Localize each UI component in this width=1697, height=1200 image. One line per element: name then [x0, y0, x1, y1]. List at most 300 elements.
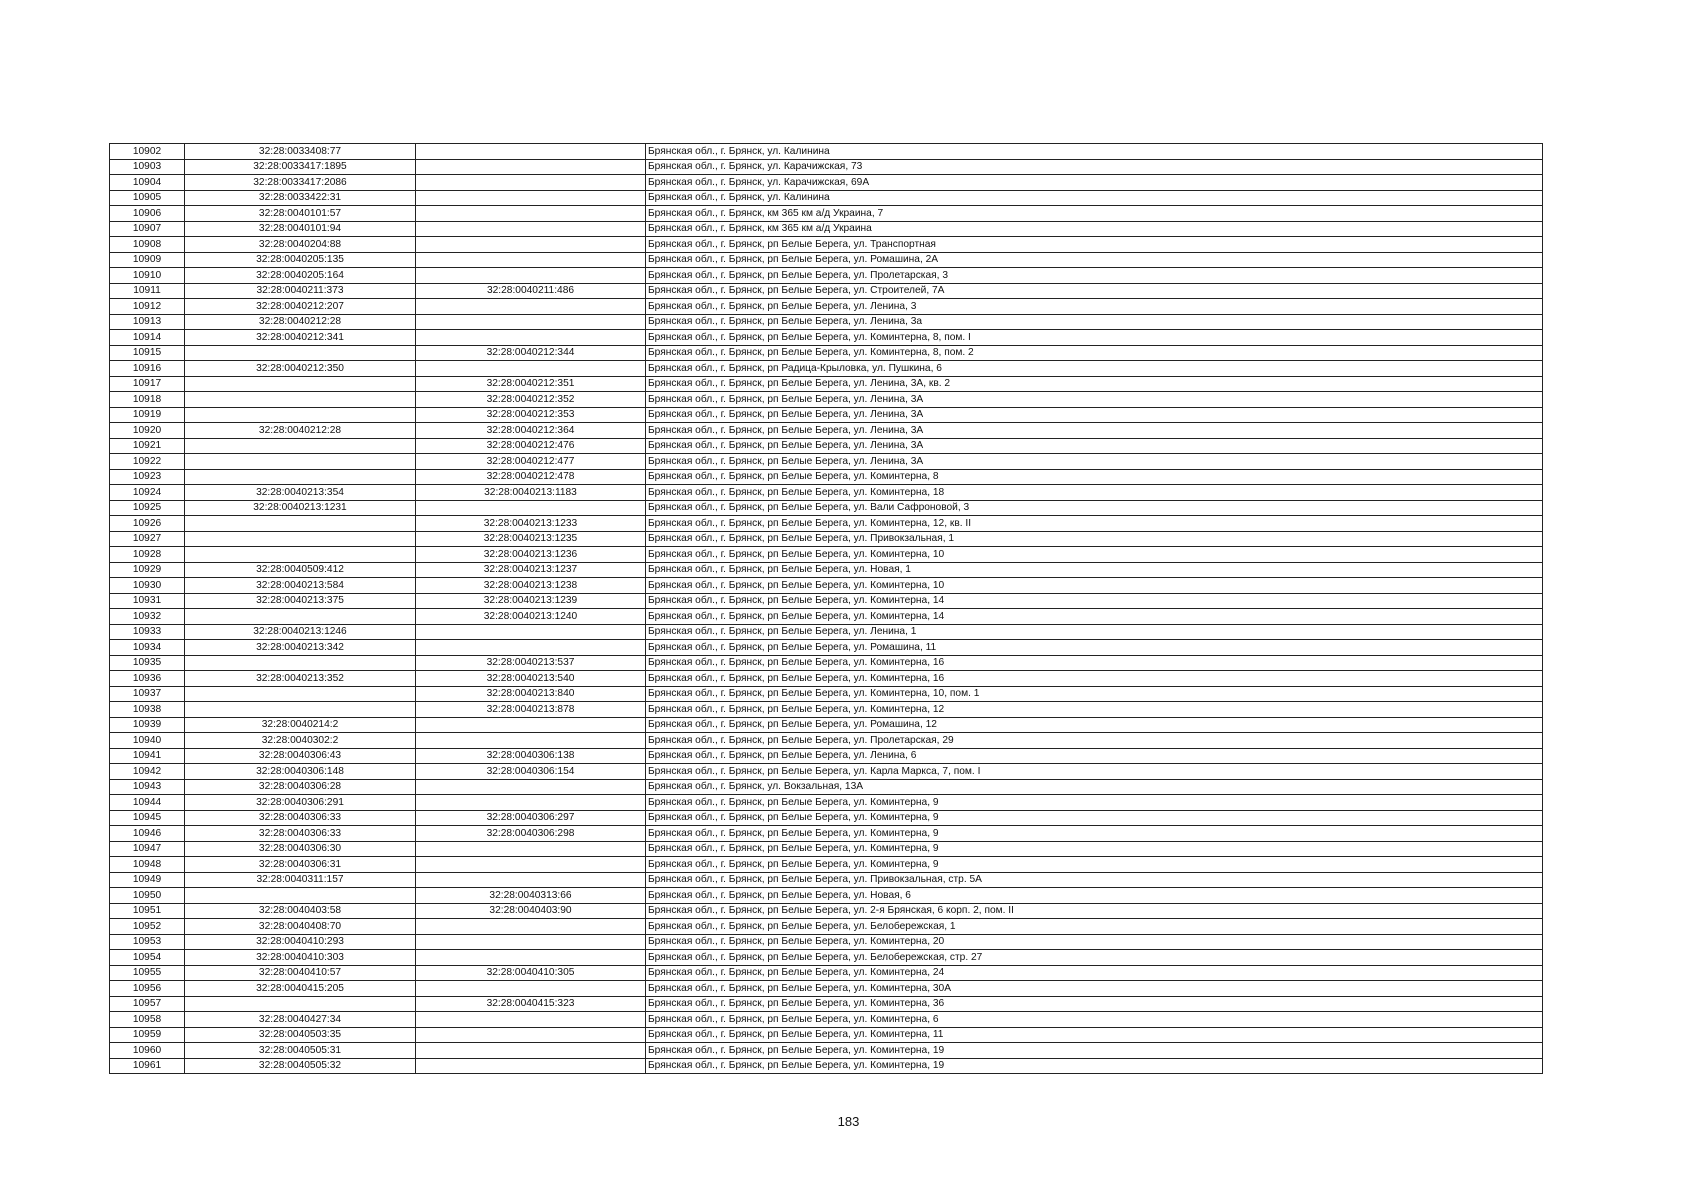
related-cadastral-number-cell [416, 144, 646, 160]
address-cell: Брянская обл., г. Брянск, рп Белые Берега, ул. Карла Маркса, 7, пом. I [646, 764, 1543, 780]
row-number-cell: 10912 [110, 299, 185, 315]
address-cell: Брянская обл., г. Брянск, рп Белые Берега, ул. Коминтерна, 9 [646, 810, 1543, 826]
related-cadastral-number-cell [416, 640, 646, 656]
cadastral-number-cell [185, 376, 416, 392]
related-cadastral-number-cell [416, 779, 646, 795]
table-row [110, 516, 1543, 532]
table-row [110, 1012, 1543, 1028]
row-number-cell: 10905 [110, 190, 185, 206]
related-cadastral-number-cell [416, 268, 646, 284]
cadastral-number-cell: 32:28:0040311:157 [185, 872, 416, 888]
row-number-cell: 10924 [110, 485, 185, 501]
table-row [110, 841, 1543, 857]
address-cell: Брянская обл., г. Брянск, рп Белые Берега, ул. Коминтерна, 6 [646, 1012, 1543, 1028]
row-number-cell: 10949 [110, 872, 185, 888]
table-row [110, 531, 1543, 547]
row-number-cell: 10938 [110, 702, 185, 718]
cadastral-number-cell: 32:28:0040503:35 [185, 1027, 416, 1043]
table-row [110, 454, 1543, 470]
address-cell: Брянская обл., г. Брянск, рп Белые Берега, ул. Ленина, 3А [646, 454, 1543, 470]
row-number-cell: 10916 [110, 361, 185, 377]
table-row [110, 500, 1543, 516]
related-cadastral-number-cell [416, 733, 646, 749]
row-number-cell: 10945 [110, 810, 185, 826]
address-cell: Брянская обл., г. Брянск, ул. Карачижская, 69А [646, 175, 1543, 191]
address-cell: Брянская обл., г. Брянск, рп Белые Берега, ул. Транспортная [646, 237, 1543, 253]
address-cell: Брянская обл., г. Брянск, рп Белые Берега, ул. Ленина, 3А [646, 423, 1543, 439]
cadastral-number-cell: 32:28:0040306:43 [185, 748, 416, 764]
cadastral-number-cell: 32:28:0040415:205 [185, 981, 416, 997]
address-cell: Брянская обл., г. Брянск, рп Радица-Крыловка, ул. Пушкина, 6 [646, 361, 1543, 377]
table-row [110, 686, 1543, 702]
cadastral-number-cell: 32:28:0040213:1231 [185, 500, 416, 516]
related-cadastral-number-cell: 32:28:0040212:477 [416, 454, 646, 470]
address-cell: Брянская обл., г. Брянск, рп Белые Берега, ул. Новая, 1 [646, 562, 1543, 578]
table-row [110, 702, 1543, 718]
address-cell: Брянская обл., г. Брянск, рп Белые Берега, ул. Коминтерна, 9 [646, 841, 1543, 857]
cadastral-number-cell [185, 454, 416, 470]
related-cadastral-number-cell: 32:28:0040213:1237 [416, 562, 646, 578]
cadastral-number-cell [185, 996, 416, 1012]
address-cell: Брянская обл., г. Брянск, рп Белые Берега, ул. Коминтерна, 8 [646, 469, 1543, 485]
address-cell: Брянская обл., г. Брянск, рп Белые Берега, ул. Коминтерна, 16 [646, 655, 1543, 671]
cadastral-number-cell: 32:28:0033417:2086 [185, 175, 416, 191]
address-cell: Брянская обл., г. Брянск, рп Белые Берега, ул. Ленина, 6 [646, 748, 1543, 764]
table-row [110, 593, 1543, 609]
address-cell: Брянская обл., г. Брянск, ул. Вокзальная, 13А [646, 779, 1543, 795]
row-number-cell: 10907 [110, 221, 185, 237]
address-cell: Брянская обл., г. Брянск, км 365 км а/д Украина, 7 [646, 206, 1543, 222]
address-cell: Брянская обл., г. Брянск, рп Белые Берега, ул. Коминтерна, 20 [646, 934, 1543, 950]
table-row [110, 159, 1543, 175]
row-number-cell: 10948 [110, 857, 185, 873]
cadastral-number-cell: 32:28:0040306:148 [185, 764, 416, 780]
row-number-cell: 10952 [110, 919, 185, 935]
related-cadastral-number-cell: 32:28:0040410:305 [416, 965, 646, 981]
row-number-cell: 10947 [110, 841, 185, 857]
row-number-cell: 10903 [110, 159, 185, 175]
address-cell: Брянская обл., г. Брянск, рп Белые Берега, ул. Пролетарская, 29 [646, 733, 1543, 749]
row-number-cell: 10925 [110, 500, 185, 516]
address-cell: Брянская обл., г. Брянск, рп Белые Берега, ул. Коминтерна, 9 [646, 857, 1543, 873]
row-number-cell: 10950 [110, 888, 185, 904]
address-cell: Брянская обл., г. Брянск, рп Белые Берега, ул. Коминтерна, 24 [646, 965, 1543, 981]
cadastral-number-cell: 32:28:0040213:354 [185, 485, 416, 501]
cadastral-number-cell: 32:28:0040410:303 [185, 950, 416, 966]
related-cadastral-number-cell [416, 190, 646, 206]
table-row [110, 345, 1543, 361]
related-cadastral-number-cell [416, 872, 646, 888]
table-row [110, 640, 1543, 656]
address-cell: Брянская обл., г. Брянск, рп Белые Берега, ул. Привокзальная, стр. 5А [646, 872, 1543, 888]
related-cadastral-number-cell [416, 330, 646, 346]
table-row [110, 237, 1543, 253]
cadastral-number-cell: 32:28:0033408:77 [185, 144, 416, 160]
table-row [110, 438, 1543, 454]
cadastral-number-cell: 32:28:0040213:1246 [185, 624, 416, 640]
address-cell: Брянская обл., г. Брянск, рп Белые Берега, ул. Ромашина, 12 [646, 717, 1543, 733]
row-number-cell: 10959 [110, 1027, 185, 1043]
table-row [110, 376, 1543, 392]
registry-table-body [110, 144, 1543, 1074]
cadastral-number-cell: 32:28:0040306:28 [185, 779, 416, 795]
related-cadastral-number-cell: 32:28:0040212:344 [416, 345, 646, 361]
related-cadastral-number-cell: 32:28:0040313:66 [416, 888, 646, 904]
address-cell: Брянская обл., г. Брянск, рп Белые Берега, ул. Ленина, 3А [646, 392, 1543, 408]
row-number-cell: 10961 [110, 1058, 185, 1074]
cadastral-number-cell [185, 547, 416, 563]
related-cadastral-number-cell [416, 221, 646, 237]
row-number-cell: 10944 [110, 795, 185, 811]
table-row [110, 268, 1543, 284]
related-cadastral-number-cell [416, 206, 646, 222]
table-row [110, 609, 1543, 625]
address-cell: Брянская обл., г. Брянск, рп Белые Берега, ул. Коминтерна, 16 [646, 671, 1543, 687]
table-row [110, 283, 1543, 299]
related-cadastral-number-cell [416, 857, 646, 873]
cadastral-number-cell: 32:28:0040205:135 [185, 252, 416, 268]
registry-table [109, 143, 1543, 1074]
row-number-cell: 10904 [110, 175, 185, 191]
cadastral-number-cell: 32:28:0040306:291 [185, 795, 416, 811]
table-row [110, 764, 1543, 780]
table-row [110, 485, 1543, 501]
table-row [110, 996, 1543, 1012]
related-cadastral-number-cell: 32:28:0040213:1233 [416, 516, 646, 532]
row-number-cell: 10946 [110, 826, 185, 842]
row-number-cell: 10906 [110, 206, 185, 222]
table-row [110, 361, 1543, 377]
cadastral-number-cell [185, 609, 416, 625]
cadastral-number-cell: 32:28:0040213:375 [185, 593, 416, 609]
row-number-cell: 10937 [110, 686, 185, 702]
address-cell: Брянская обл., г. Брянск, рп Белые Берега, ул. Ромашина, 2А [646, 252, 1543, 268]
row-number-cell: 10915 [110, 345, 185, 361]
address-cell: Брянская обл., г. Брянск, рп Белые Берега, ул. Коминтерна, 12, кв. II [646, 516, 1543, 532]
address-cell: Брянская обл., г. Брянск, рп Белые Берега, ул. Ленина, 3а [646, 314, 1543, 330]
table-row [110, 175, 1543, 191]
address-cell: Брянская обл., г. Брянск, рп Белые Берега, ул. Привокзальная, 1 [646, 531, 1543, 547]
table-row [110, 314, 1543, 330]
row-number-cell: 10932 [110, 609, 185, 625]
address-cell: Брянская обл., г. Брянск, рп Белые Берега, ул. Коминтерна, 8, пом. 2 [646, 345, 1543, 361]
table-row [110, 903, 1543, 919]
row-number-cell: 10927 [110, 531, 185, 547]
address-cell: Брянская обл., г. Брянск, рп Белые Берега, ул. Коминтерна, 19 [646, 1043, 1543, 1059]
related-cadastral-number-cell [416, 934, 646, 950]
related-cadastral-number-cell [416, 361, 646, 377]
related-cadastral-number-cell: 32:28:0040306:297 [416, 810, 646, 826]
related-cadastral-number-cell: 32:28:0040212:351 [416, 376, 646, 392]
related-cadastral-number-cell [416, 1027, 646, 1043]
cadastral-number-cell: 32:28:0033417:1895 [185, 159, 416, 175]
related-cadastral-number-cell: 32:28:0040306:298 [416, 826, 646, 842]
cadastral-number-cell: 32:28:0040213:342 [185, 640, 416, 656]
related-cadastral-number-cell: 32:28:0040213:1235 [416, 531, 646, 547]
cadastral-number-cell: 32:28:0040212:28 [185, 314, 416, 330]
address-cell: Брянская обл., г. Брянск, км 365 км а/д Украина [646, 221, 1543, 237]
address-cell: Брянская обл., г. Брянск, рп Белые Берега, ул. Коминтерна, 36 [646, 996, 1543, 1012]
address-cell: Брянская обл., г. Брянск, рп Белые Берега, ул. Коминтерна, 14 [646, 593, 1543, 609]
row-number-cell: 10913 [110, 314, 185, 330]
table-row [110, 423, 1543, 439]
cadastral-number-cell: 32:28:0040306:31 [185, 857, 416, 873]
table-row [110, 733, 1543, 749]
address-cell: Брянская обл., г. Брянск, рп Белые Берега, ул. Коминтерна, 9 [646, 826, 1543, 842]
table-row [110, 330, 1543, 346]
table-row [110, 624, 1543, 640]
related-cadastral-number-cell [416, 175, 646, 191]
cadastral-number-cell: 32:28:0040212:341 [185, 330, 416, 346]
table-row [110, 857, 1543, 873]
table-row [110, 779, 1543, 795]
address-cell: Брянская обл., г. Брянск, рп Белые Берега, ул. Коминтерна, 12 [646, 702, 1543, 718]
row-number-cell: 10934 [110, 640, 185, 656]
address-cell: Брянская обл., г. Брянск, рп Белые Берега, ул. Коминтерна, 8, пом. I [646, 330, 1543, 346]
related-cadastral-number-cell: 32:28:0040213:1240 [416, 609, 646, 625]
address-cell: Брянская обл., г. Брянск, рп Белые Берега, ул. Белобережская, стр. 27 [646, 950, 1543, 966]
row-number-cell: 10909 [110, 252, 185, 268]
cadastral-number-cell [185, 407, 416, 423]
table-row [110, 655, 1543, 671]
related-cadastral-number-cell: 32:28:0040213:1236 [416, 547, 646, 563]
cadastral-number-cell: 32:28:0040427:34 [185, 1012, 416, 1028]
row-number-cell: 10902 [110, 144, 185, 160]
cadastral-number-cell: 32:28:0040214:2 [185, 717, 416, 733]
table-row [110, 671, 1543, 687]
address-cell: Брянская обл., г. Брянск, рп Белые Берега, ул. Ленина, 1 [646, 624, 1543, 640]
row-number-cell: 10908 [110, 237, 185, 253]
address-cell: Брянская обл., г. Брянск, ул. Карачижская, 73 [646, 159, 1543, 175]
cadastral-number-cell: 32:28:0040306:30 [185, 841, 416, 857]
cadastral-number-cell [185, 702, 416, 718]
related-cadastral-number-cell: 32:28:0040213:878 [416, 702, 646, 718]
table-row [110, 1027, 1543, 1043]
related-cadastral-number-cell [416, 299, 646, 315]
cadastral-number-cell: 32:28:0040204:88 [185, 237, 416, 253]
table-row [110, 299, 1543, 315]
address-cell: Брянская обл., г. Брянск, рп Белые Берега, ул. Коминтерна, 10, пом. 1 [646, 686, 1543, 702]
row-number-cell: 10921 [110, 438, 185, 454]
related-cadastral-number-cell: 32:28:0040211:486 [416, 283, 646, 299]
table-row [110, 919, 1543, 935]
related-cadastral-number-cell: 32:28:0040403:90 [416, 903, 646, 919]
table-row [110, 1058, 1543, 1074]
table-row [110, 810, 1543, 826]
cadastral-number-cell [185, 516, 416, 532]
cadastral-number-cell: 32:28:0040302:2 [185, 733, 416, 749]
cadastral-number-cell [185, 531, 416, 547]
address-cell: Брянская обл., г. Брянск, рп Белые Берега, ул. Ленина, 3А [646, 407, 1543, 423]
table-row [110, 981, 1543, 997]
row-number-cell: 10939 [110, 717, 185, 733]
address-cell: Брянская обл., г. Брянск, рп Белые Берега, ул. 2-я Брянская, 6 корп. 2, пом. II [646, 903, 1543, 919]
row-number-cell: 10926 [110, 516, 185, 532]
related-cadastral-number-cell [416, 981, 646, 997]
cadastral-number-cell [185, 392, 416, 408]
related-cadastral-number-cell [416, 1058, 646, 1074]
table-row [110, 872, 1543, 888]
table-row [110, 252, 1543, 268]
related-cadastral-number-cell: 32:28:0040213:1238 [416, 578, 646, 594]
related-cadastral-number-cell: 32:28:0040212:352 [416, 392, 646, 408]
table-row [110, 392, 1543, 408]
row-number-cell: 10914 [110, 330, 185, 346]
cadastral-number-cell [185, 438, 416, 454]
cadastral-number-cell: 32:28:0040212:28 [185, 423, 416, 439]
row-number-cell: 10960 [110, 1043, 185, 1059]
related-cadastral-number-cell [416, 624, 646, 640]
address-cell: Брянская обл., г. Брянск, рп Белые Берега, ул. Ленина, 3 [646, 299, 1543, 315]
cadastral-number-cell: 32:28:0033422:31 [185, 190, 416, 206]
row-number-cell: 10940 [110, 733, 185, 749]
row-number-cell: 10931 [110, 593, 185, 609]
cadastral-number-cell: 32:28:0040410:57 [185, 965, 416, 981]
table-row [110, 934, 1543, 950]
row-number-cell: 10955 [110, 965, 185, 981]
address-cell: Брянская обл., г. Брянск, ул. Калинина [646, 144, 1543, 160]
related-cadastral-number-cell [416, 1043, 646, 1059]
address-cell: Брянская обл., г. Брянск, рп Белые Берега, ул. Строителей, 7А [646, 283, 1543, 299]
cadastral-number-cell: 32:28:0040213:352 [185, 671, 416, 687]
address-cell: Брянская обл., г. Брянск, рп Белые Берега, ул. Ромашина, 11 [646, 640, 1543, 656]
address-cell: Брянская обл., г. Брянск, ул. Калинина [646, 190, 1543, 206]
address-cell: Брянская обл., г. Брянск, рп Белые Берега, ул. Белобережская, 1 [646, 919, 1543, 935]
related-cadastral-number-cell: 32:28:0040212:478 [416, 469, 646, 485]
table-row [110, 469, 1543, 485]
cadastral-number-cell: 32:28:0040212:207 [185, 299, 416, 315]
related-cadastral-number-cell [416, 500, 646, 516]
table-row [110, 717, 1543, 733]
row-number-cell: 10919 [110, 407, 185, 423]
row-number-cell: 10923 [110, 469, 185, 485]
address-cell: Брянская обл., г. Брянск, рп Белые Берега, ул. Коминтерна, 19 [646, 1058, 1543, 1074]
cadastral-number-cell: 32:28:0040212:350 [185, 361, 416, 377]
related-cadastral-number-cell: 32:28:0040213:537 [416, 655, 646, 671]
address-cell: Брянская обл., г. Брянск, рп Белые Берега, ул. Ленина, 3А [646, 438, 1543, 454]
table-row [110, 206, 1543, 222]
table-row [110, 748, 1543, 764]
row-number-cell: 10922 [110, 454, 185, 470]
related-cadastral-number-cell: 32:28:0040213:1239 [416, 593, 646, 609]
related-cadastral-number-cell [416, 841, 646, 857]
table-row [110, 1043, 1543, 1059]
table-row [110, 965, 1543, 981]
address-cell: Брянская обл., г. Брянск, рп Белые Берега, ул. Коминтерна, 9 [646, 795, 1543, 811]
address-cell: Брянская обл., г. Брянск, рп Белые Берега, ул. Коминтерна, 30А [646, 981, 1543, 997]
address-cell: Брянская обл., г. Брянск, рп Белые Берега, ул. Коминтерна, 10 [646, 547, 1543, 563]
row-number-cell: 10935 [110, 655, 185, 671]
row-number-cell: 10929 [110, 562, 185, 578]
address-cell: Брянская обл., г. Брянск, рп Белые Берега, ул. Вали Сафроновой, 3 [646, 500, 1543, 516]
cadastral-number-cell [185, 345, 416, 361]
row-number-cell: 10953 [110, 934, 185, 950]
row-number-cell: 10957 [110, 996, 185, 1012]
address-cell: Брянская обл., г. Брянск, рп Белые Берега, ул. Ленина, 3А, кв. 2 [646, 376, 1543, 392]
page-number: 183 [837, 1114, 860, 1129]
related-cadastral-number-cell: 32:28:0040212:476 [416, 438, 646, 454]
related-cadastral-number-cell [416, 795, 646, 811]
related-cadastral-number-cell [416, 717, 646, 733]
table-row [110, 950, 1543, 966]
related-cadastral-number-cell [416, 919, 646, 935]
address-cell: Брянская обл., г. Брянск, рп Белые Берега, ул. Коминтерна, 10 [646, 578, 1543, 594]
cadastral-number-cell: 32:28:0040410:293 [185, 934, 416, 950]
table-row [110, 144, 1543, 160]
related-cadastral-number-cell [416, 314, 646, 330]
row-number-cell: 10928 [110, 547, 185, 563]
row-number-cell: 10920 [110, 423, 185, 439]
address-cell: Брянская обл., г. Брянск, рп Белые Берега, ул. Новая, 6 [646, 888, 1543, 904]
related-cadastral-number-cell [416, 159, 646, 175]
cadastral-number-cell [185, 888, 416, 904]
cadastral-number-cell: 32:28:0040205:164 [185, 268, 416, 284]
related-cadastral-number-cell: 32:28:0040212:364 [416, 423, 646, 439]
cadastral-number-cell: 32:28:0040403:58 [185, 903, 416, 919]
related-cadastral-number-cell [416, 237, 646, 253]
row-number-cell: 10943 [110, 779, 185, 795]
cadastral-number-cell: 32:28:0040306:33 [185, 810, 416, 826]
row-number-cell: 10917 [110, 376, 185, 392]
cadastral-number-cell: 32:28:0040509:412 [185, 562, 416, 578]
row-number-cell: 10956 [110, 981, 185, 997]
row-number-cell: 10942 [110, 764, 185, 780]
row-number-cell: 10958 [110, 1012, 185, 1028]
cadastral-number-cell: 32:28:0040505:31 [185, 1043, 416, 1059]
address-cell: Брянская обл., г. Брянск, рп Белые Берега, ул. Коминтерна, 11 [646, 1027, 1543, 1043]
related-cadastral-number-cell [416, 950, 646, 966]
table-row [110, 407, 1543, 423]
table-row [110, 547, 1543, 563]
related-cadastral-number-cell [416, 1012, 646, 1028]
related-cadastral-number-cell: 32:28:0040213:540 [416, 671, 646, 687]
table-row [110, 795, 1543, 811]
related-cadastral-number-cell: 32:28:0040306:154 [416, 764, 646, 780]
cadastral-number-cell [185, 469, 416, 485]
row-number-cell: 10930 [110, 578, 185, 594]
cadastral-number-cell: 32:28:0040213:584 [185, 578, 416, 594]
row-number-cell: 10941 [110, 748, 185, 764]
row-number-cell: 10918 [110, 392, 185, 408]
address-cell: Брянская обл., г. Брянск, рп Белые Берега, ул. Пролетарская, 3 [646, 268, 1543, 284]
address-cell: Брянская обл., г. Брянск, рп Белые Берега, ул. Коминтерна, 14 [646, 609, 1543, 625]
cadastral-number-cell: 32:28:0040306:33 [185, 826, 416, 842]
related-cadastral-number-cell: 32:28:0040213:840 [416, 686, 646, 702]
related-cadastral-number-cell: 32:28:0040306:138 [416, 748, 646, 764]
cadastral-number-cell: 32:28:0040408:70 [185, 919, 416, 935]
cadastral-number-cell: 32:28:0040101:57 [185, 206, 416, 222]
row-number-cell: 10954 [110, 950, 185, 966]
related-cadastral-number-cell [416, 252, 646, 268]
cadastral-number-cell [185, 686, 416, 702]
table-row [110, 562, 1543, 578]
cadastral-number-cell [185, 655, 416, 671]
table-row [110, 888, 1543, 904]
table-row [110, 826, 1543, 842]
row-number-cell: 10911 [110, 283, 185, 299]
cadastral-number-cell: 32:28:0040211:373 [185, 283, 416, 299]
related-cadastral-number-cell: 32:28:0040213:1183 [416, 485, 646, 501]
cadastral-number-cell: 32:28:0040101:94 [185, 221, 416, 237]
cadastral-number-cell: 32:28:0040505:32 [185, 1058, 416, 1074]
row-number-cell: 10951 [110, 903, 185, 919]
table-row [110, 221, 1543, 237]
row-number-cell: 10936 [110, 671, 185, 687]
related-cadastral-number-cell: 32:28:0040212:353 [416, 407, 646, 423]
row-number-cell: 10933 [110, 624, 185, 640]
row-number-cell: 10910 [110, 268, 185, 284]
address-cell: Брянская обл., г. Брянск, рп Белые Берега, ул. Коминтерна, 18 [646, 485, 1543, 501]
